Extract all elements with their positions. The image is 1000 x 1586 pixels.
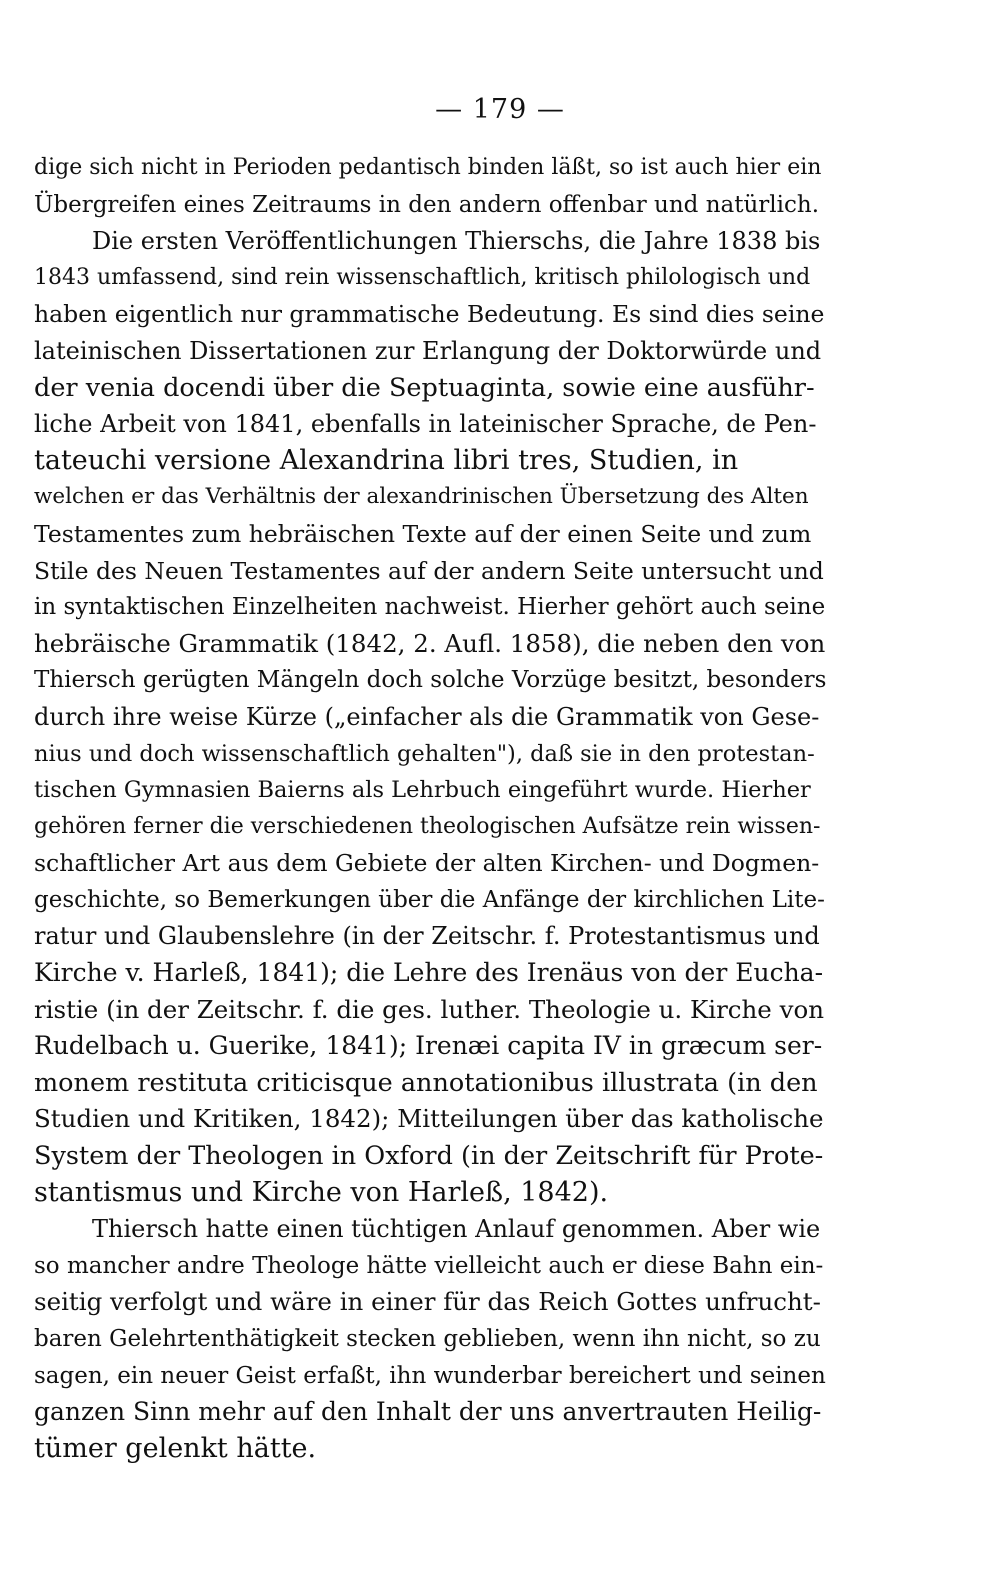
text-line: liche Arbeit von 1841, ebenfalls in lateinischer Sprache, de Pen- (34, 410, 817, 439)
text-line: nius und doch wissenschaftlich gehalten"), daß sie in den protestan- (34, 740, 815, 767)
text-line: Testamentes zum hebräischen Texte auf der einen Seite und zum (34, 519, 812, 548)
text-line: hebräische Grammatik (1842, 2. Aufl. 1858), die neben den von (34, 628, 826, 658)
text-line: Kirche v. Harleß, 1841); die Lehre des Irenäus von der Eucha- (34, 958, 824, 988)
text-line: monem restituta criticisque annotationibus illustrata (in den (34, 1067, 818, 1098)
text-line: System der Theologen in Oxford (in der Zeitschrift für Prote- (34, 1141, 824, 1172)
text-line: ratur und Glaubenslehre (in der Zeitschr. f. Protestantismus und (34, 922, 820, 951)
text-line: welchen er das Verhältnis der alexandrinischen Übersetzung des Alten (34, 484, 809, 510)
text-line: haben eigentlich nur grammatische Bedeutung. Es sind dies seine (34, 300, 825, 329)
text-line: geschichte, so Bemerkungen über die Anfänge der kirchlichen Lite- (34, 886, 825, 913)
text-line: 1843 umfassend, sind rein wissenschaftlich, kritisch philologisch und (34, 264, 811, 290)
text-line: schaftlicher Art aus dem Gebiete der alten Kirchen- und Dogmen- (34, 849, 820, 878)
text-line: tischen Gymnasien Baierns als Lehrbuch eingeführt wurde. Hierher (34, 777, 811, 804)
text-line: Rudelbach u. Guerike, 1841); Irenæi capita IV in græcum ser- (34, 1031, 823, 1061)
paragraph-start-line: Thiersch hatte einen tüchtigen Anlauf genommen. Aber wie (92, 1215, 821, 1244)
text-line: stantismus und Kirche von Harleß, 1842). (34, 1176, 609, 1208)
text-line: Stile des Neuen Testamentes auf der andern Seite untersucht und (34, 556, 824, 585)
page-number: — 179 — (435, 94, 565, 125)
text-line: tümer gelenkt hätte. (34, 1432, 317, 1464)
text-line: durch ihre weise Kürze („einfacher als die Grammatik von Gese- (34, 702, 820, 731)
text-line: ristie (in der Zeitschr. f. die ges. luther. Theologie u. Kirche von (34, 994, 824, 1024)
paragraph-start-line: Die ersten Veröffentlichungen Thierschs, die Jahre 1838 bis (92, 227, 821, 256)
text-line: lateinischen Dissertationen zur Erlangung der Doktorwürde und (34, 336, 822, 365)
text-line: sagen, ein neuer Geist erfaßt, ihn wunderbar bereichert und seinen (34, 1362, 826, 1389)
text-line: gehören ferner die verschiedenen theologischen Aufsätze rein wissen- (34, 813, 821, 839)
text-line: baren Gelehrtenthätigkeit stecken geblieben, wenn ihn nicht, so zu (34, 1326, 821, 1352)
text-line: seitig verfolgt und wäre in einer für das Reich Gottes unfrucht- (34, 1287, 821, 1317)
body-text (34, 150, 826, 1467)
text-line: in syntaktischen Einzelheiten nachweist. Hierher gehört auch seine (34, 594, 826, 621)
text-line: dige sich nicht in Perioden pedantisch binden läßt, so ist auch hier ein (34, 155, 822, 180)
text-line: Studien und Kritiken, 1842); Mitteilungen über das katholische (34, 1104, 824, 1134)
text-line: Übergreifen eines Zeitraums in den andern offenbar und natürlich. (34, 191, 820, 218)
text-line: so mancher andre Theologe hätte vielleicht auch er diese Bahn ein- (34, 1252, 824, 1279)
text-line: tateuchi versione Alexandrina libri tres, Studien, in (34, 444, 739, 476)
text-line: Thiersch gerügten Mängeln doch solche Vorzüge besitzt, besonders (34, 667, 826, 694)
text-line: ganzen Sinn mehr auf den Inhalt der uns anvertrauten Heilig- (34, 1397, 822, 1427)
text-line: der venia docendi über die Septuaginta, sowie eine ausführ- (34, 372, 815, 403)
